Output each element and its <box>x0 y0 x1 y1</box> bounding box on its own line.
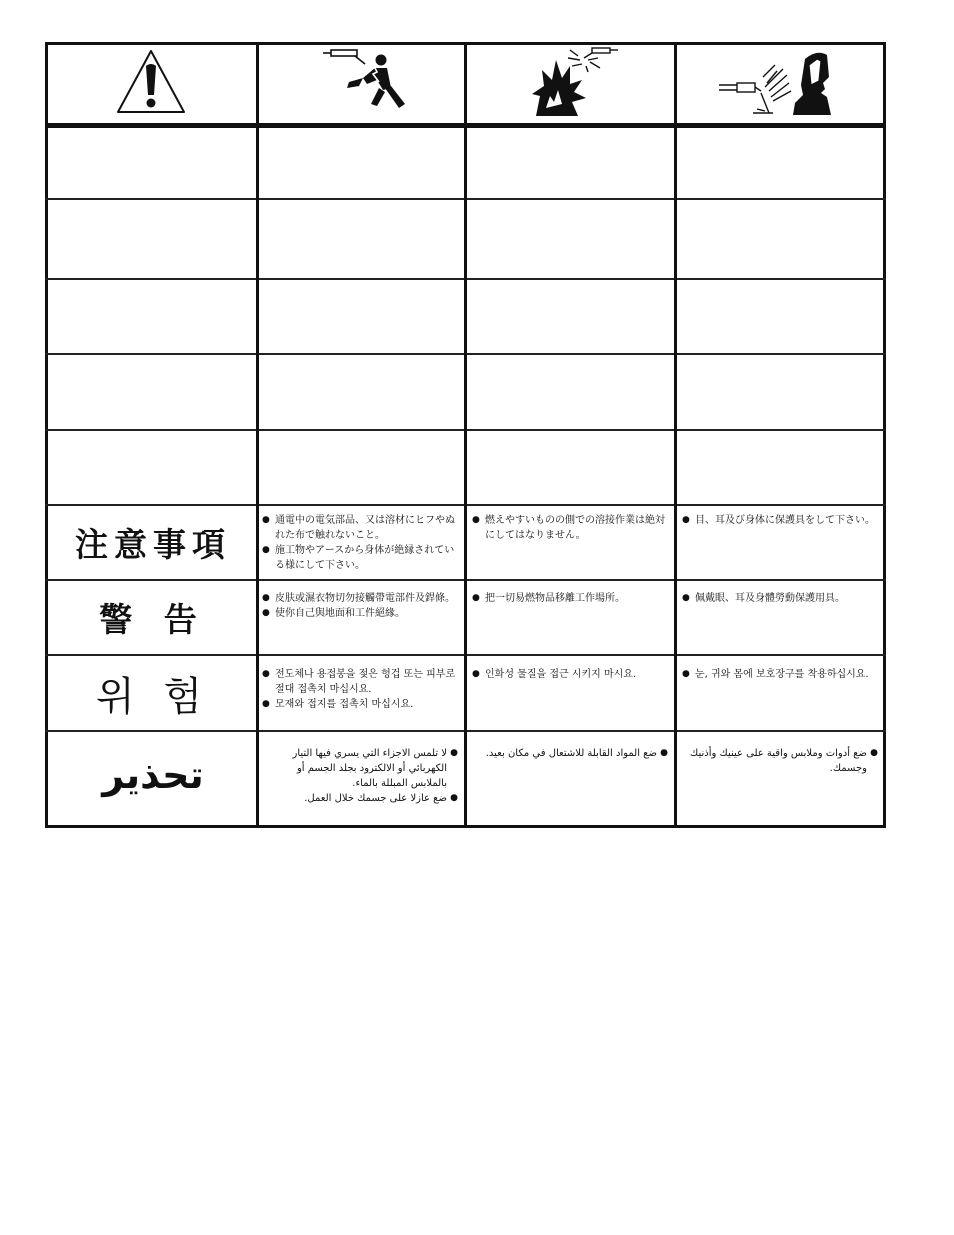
warning-item: ● 通電中の電気部品、又は溶材にヒフやぬれた布で触れないこと。 <box>262 513 458 543</box>
cell-fire-chinese <box>472 591 668 606</box>
warning-item: ● 皮肤或濕衣物切勿接觸帶電部件及銲條。 <box>262 591 458 606</box>
warning-item: ● 인화성 물질을 접근 시키지 마시요. <box>472 667 668 682</box>
column-divider <box>464 42 467 828</box>
warning-item: ● 눈, 귀와 몸에 보호장구를 착용하십시요. <box>682 667 878 682</box>
warning-item: ● 施工物やアースから身体が絶縁されている様にして下さい。 <box>262 543 458 573</box>
cell-fire-japanese <box>472 513 668 543</box>
warning-item: ● 目、耳及び身体に保護具をして下さい。 <box>682 513 878 528</box>
cell-shock-arabic <box>262 746 458 806</box>
label-japanese: 注意事項 <box>75 524 231 564</box>
cell-shock-chinese <box>262 591 458 621</box>
cell-arc-korean <box>682 667 878 682</box>
label-arabic: تحذير <box>102 753 204 797</box>
cell-fire-korean <box>472 667 668 682</box>
safety-warning-table <box>45 42 886 828</box>
cell-arc-japanese <box>682 513 878 528</box>
cell-shock-korean <box>262 667 458 712</box>
warning-item: ● 使你自己與地面和工件絕緣。 <box>262 606 458 621</box>
column-divider <box>674 42 677 828</box>
label-korean: 위 험 <box>96 673 210 720</box>
warning-item: ● ضع أدوات وملابس واقية على عينيك وأذنيك وجسمك. <box>682 746 878 776</box>
electric-shock-icon <box>319 46 405 118</box>
warning-item: ● 전도체나 용접봉을 젖은 헝겁 또는 피부로 절대 접촉치 마십시요. <box>262 667 458 697</box>
warning-item: ● ضع عازلا على جسمك خلال العمل. <box>262 791 458 806</box>
cell-arc-chinese <box>682 591 878 606</box>
fire-explosion-icon <box>526 46 620 118</box>
cell-arc-arabic <box>682 746 878 776</box>
cell-fire-arabic <box>472 746 668 761</box>
warning-item: ● 把一切易燃物品移離工作場所。 <box>472 591 668 606</box>
warning-triangle-icon <box>115 48 187 116</box>
label-chinese: 警 告 <box>99 599 207 639</box>
warning-item: ● ضع المواد القابلة للاشتعال في مكان بعيد. <box>472 746 668 761</box>
arc-rays-face-shield-icon <box>717 47 833 117</box>
cell-shock-japanese <box>262 513 458 573</box>
warning-item: ● لا تلمس الاجزاء التي يسري فيها التيار الكهربائي أو الالكترود بجلد الجسم أو بالملابس المبللة بالماء. <box>262 746 458 791</box>
column-divider <box>256 42 259 828</box>
warning-item: ● 佩戴眼、耳及身體勞動保護用具。 <box>682 591 878 606</box>
warning-item: ● 燃えやすいものの側での溶接作業は絶対にしてはなりません。 <box>472 513 668 543</box>
warning-item: ● 모재와 접지를 접촉치 마십시요. <box>262 697 458 712</box>
